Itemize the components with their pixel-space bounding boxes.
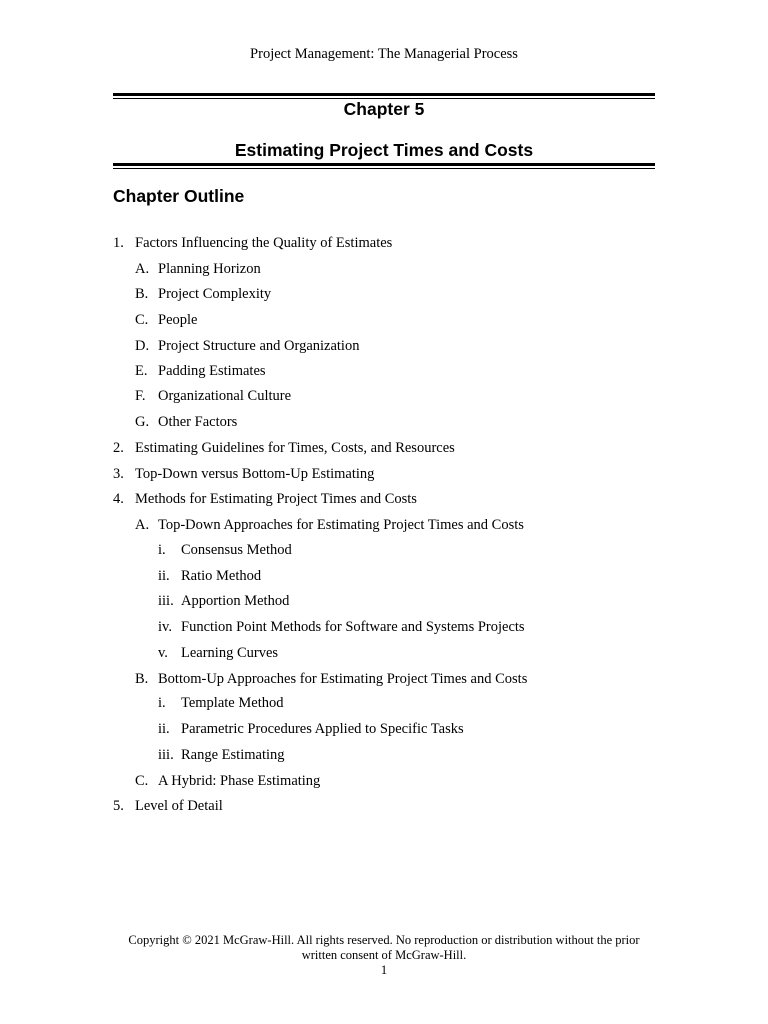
outline-text: Learning Curves	[181, 645, 279, 661]
outline-marker: ii.	[158, 568, 170, 584]
outline-text: Estimating Guidelines for Times, Costs, and Resources	[135, 440, 455, 456]
outline-text: Methods for Estimating Project Times and Costs	[135, 491, 417, 507]
outline-marker: i.	[158, 542, 166, 558]
outline-text: A Hybrid: Phase Estimating	[158, 773, 321, 789]
outline-marker: F.	[135, 388, 146, 404]
outline-marker: E.	[135, 363, 148, 379]
outline-marker: iv.	[158, 619, 172, 635]
outline-text: Function Point Methods for Software and Systems Projects	[181, 619, 525, 635]
outline-marker: 4.	[113, 491, 124, 507]
copyright-line-1: Copyright © 2021 McGraw-Hill. All rights reserved. No reproduction or distribution without the prior	[128, 933, 640, 947]
outline-text: Consensus Method	[181, 542, 292, 558]
running-header: Project Management: The Managerial Process	[250, 46, 518, 62]
chapter-title: Estimating Project Times and Costs	[234, 140, 534, 160]
outline-text: Top-Down versus Bottom-Up Estimating	[135, 466, 375, 482]
outline-marker: G.	[135, 414, 150, 430]
outline-text: People	[158, 312, 198, 328]
bottom-double-rule	[113, 163, 655, 169]
outline-text: Top-Down Approaches for Estimating Project Times and Costs	[158, 517, 524, 533]
page-number: 1	[380, 963, 388, 977]
outline-text: Range Estimating	[181, 747, 285, 763]
outline-text: Template Method	[181, 695, 284, 711]
outline-text: Organizational Culture	[158, 388, 292, 404]
outline-marker: A.	[135, 517, 150, 533]
outline-marker: ii.	[158, 721, 170, 737]
outline-marker: 3.	[113, 466, 124, 482]
outline-marker: B.	[135, 286, 149, 302]
outline-marker: C.	[135, 773, 149, 789]
outline-text: Factors Influencing the Quality of Estimates	[135, 235, 393, 251]
copyright-line-2: written consent of McGraw-Hill.	[301, 948, 467, 962]
outline-marker: C.	[135, 312, 149, 328]
outline-marker: B.	[135, 671, 149, 687]
outline-text: Project Structure and Organization	[158, 338, 360, 354]
outline-text: Other Factors	[158, 414, 238, 430]
outline-text: Parametric Procedures Applied to Specific Tasks	[181, 721, 464, 737]
outline-marker: A.	[135, 261, 150, 277]
outline-marker: 5.	[113, 798, 124, 814]
outline-marker: 2.	[113, 440, 124, 456]
outline-marker: iii.	[158, 747, 174, 763]
outline-heading: Chapter Outline	[113, 186, 245, 206]
outline-marker: iii.	[158, 593, 174, 609]
outline-text: Level of Detail	[135, 798, 223, 814]
outline-text: Project Complexity	[158, 286, 272, 302]
outline-marker: 1.	[113, 235, 124, 251]
outline-marker: D.	[135, 338, 150, 354]
chapter-number: Chapter 5	[343, 99, 425, 119]
outline-text: Apportion Method	[181, 593, 290, 609]
outline-text: Ratio Method	[181, 568, 262, 584]
outline-marker: i.	[158, 695, 166, 711]
outline-marker: v.	[158, 645, 168, 661]
outline-text: Padding Estimates	[158, 363, 266, 379]
outline-text: Bottom-Up Approaches for Estimating Project Times and Costs	[158, 671, 528, 687]
page-footer	[0, 933, 768, 978]
outline-text: Planning Horizon	[158, 261, 261, 277]
